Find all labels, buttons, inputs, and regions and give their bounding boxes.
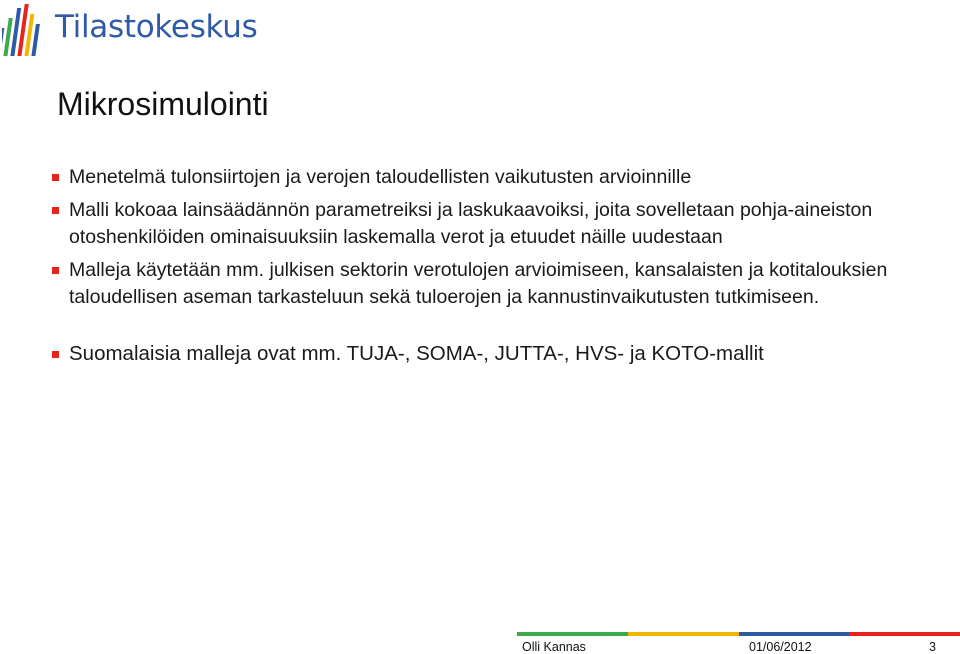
bullet-text: Malleja käytetään mm. julkisen sektorin verotulojen arvioimiseen, kansalaisten ja kotitalouksien taloudellisen aseman tarkasteluun sekä tuloerojen ja kannustinvaikutusten tutkimiseen.: [69, 259, 888, 308]
bullet-list: [50, 164, 910, 367]
footer-bar-segment: [517, 632, 628, 636]
bullet-text: Malli kokoaa lainsäädännön parametreiksi ja laskukaavoiksi, joita sovelletaan pohja-aineiston otoshenkilöiden ominaisuuksiin laskemalla verot ja etuudet näille uudestaan: [69, 199, 873, 248]
bullet-marker-icon: [52, 174, 59, 181]
bullet-item: [50, 197, 910, 251]
bullet-item: [50, 340, 910, 367]
footer-bar-segment: [849, 632, 960, 636]
footer-date: 01/06/2012: [749, 640, 812, 654]
tilastokeskus-logo-icon: [2, 2, 46, 58]
bullet-item: [50, 164, 910, 191]
bullet-text: Suomalaisia malleja ovat mm. TUJA-, SOMA-, JUTTA-, HVS- ja KOTO-mallit: [69, 342, 764, 365]
bullet-marker-icon: [52, 207, 59, 214]
logo-text: Tilastokeskus: [55, 9, 258, 45]
footer-bar-segment: [739, 632, 850, 636]
bullet-text: Menetelmä tulonsiirtojen ja verojen taloudellisten vaikutusten arvioinnille: [69, 166, 692, 188]
footer-color-bar: [517, 632, 960, 636]
bullet-marker-icon: [52, 267, 59, 274]
slide-title: Mikrosimulointi: [57, 86, 269, 122]
footer-bar-segment: [628, 632, 739, 636]
footer-author: Olli Kannas: [522, 640, 586, 654]
bullet-marker-icon: [52, 351, 59, 358]
page-number: 3: [929, 640, 936, 654]
bullet-item: [50, 257, 910, 311]
footer: [517, 638, 960, 653]
